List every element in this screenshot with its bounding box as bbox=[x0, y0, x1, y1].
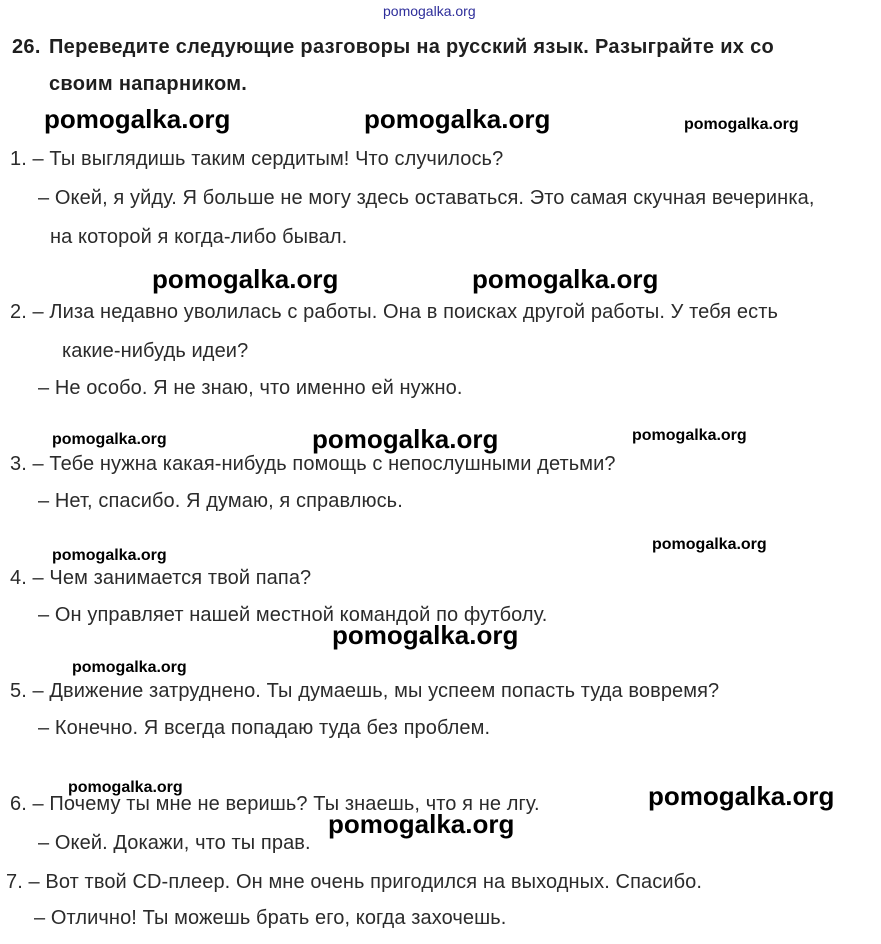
dialog-7-question: 7. – Вот твой CD-плеер. Он мне очень пригодился на выходных. Спасибо. bbox=[6, 871, 703, 893]
task-heading-line2: своим напарником. bbox=[49, 73, 248, 95]
dialog-6-answer: – Окей. Докажи, что ты прав. bbox=[38, 832, 311, 854]
dialog-2-answer: – Не особо. Я не знаю, что именно ей нужно. bbox=[38, 377, 463, 399]
watermark: pomogalka.org bbox=[652, 536, 767, 553]
dialog-1-question: 1. – Ты выглядишь таким сердитым! Что случилось? bbox=[10, 148, 504, 170]
watermark: pomogalka.org bbox=[68, 779, 183, 796]
dialog-6-question: 6. – Почему ты мне не веришь? Ты знаешь, что я не лгу. bbox=[10, 793, 540, 815]
dialog-5-question: 5. – Движение затруднено. Ты думаешь, мы успеем попасть туда вовремя? bbox=[10, 680, 720, 702]
watermark: pomogalka.org bbox=[684, 116, 799, 133]
watermark: pomogalka.org bbox=[332, 620, 519, 650]
dialog-3-answer: – Нет, спасибо. Я думаю, я справлюсь. bbox=[38, 490, 403, 512]
watermark: pomogalka.org bbox=[52, 431, 167, 448]
dialog-1-answer-line1: – Окей, я уйду. Я больше не могу здесь оставаться. Это самая скучная вечеринка, bbox=[38, 187, 815, 209]
dialog-1-answer-line2: на которой я когда-либо бывал. bbox=[50, 226, 348, 248]
watermark: pomogalka.org bbox=[364, 104, 551, 134]
task-heading-line1: Переведите следующие разговоры на русский язык. Разыграйте их со bbox=[49, 36, 775, 58]
dialog-3-question: 3. – Тебе нужна какая-нибудь помощь с непослушными детьми? bbox=[10, 453, 616, 475]
watermark: pomogalka.org bbox=[328, 809, 515, 839]
dialog-7-answer: – Отлично! Ты можешь брать его, когда захочешь. bbox=[34, 907, 507, 929]
watermark: pomogalka.org bbox=[632, 427, 747, 444]
watermark: pomogalka.org bbox=[72, 659, 187, 676]
dialog-4-question: 4. – Чем занимается твой папа? bbox=[10, 567, 312, 589]
watermark: pomogalka.org bbox=[52, 547, 167, 564]
watermark: pomogalka.org bbox=[472, 264, 659, 294]
watermark: pomogalka.org bbox=[312, 424, 499, 454]
watermark: pomogalka.org bbox=[152, 264, 339, 294]
dialog-2-question-line2: какие-нибудь идеи? bbox=[62, 340, 249, 362]
watermark: pomogalka.org bbox=[648, 781, 835, 811]
dialog-2-question-line1: 2. – Лиза недавно уволилась с работы. Она в поисках другой работы. У тебя есть bbox=[10, 301, 778, 323]
dialog-4-answer: – Он управляет нашей местной командой по футболу. bbox=[38, 604, 548, 626]
dialog-5-answer: – Конечно. Я всегда попадаю туда без проблем. bbox=[38, 717, 491, 739]
task-number: 26. bbox=[12, 36, 41, 58]
watermark: pomogalka.org bbox=[44, 104, 231, 134]
watermark-top: pomogalka.org bbox=[383, 3, 476, 19]
